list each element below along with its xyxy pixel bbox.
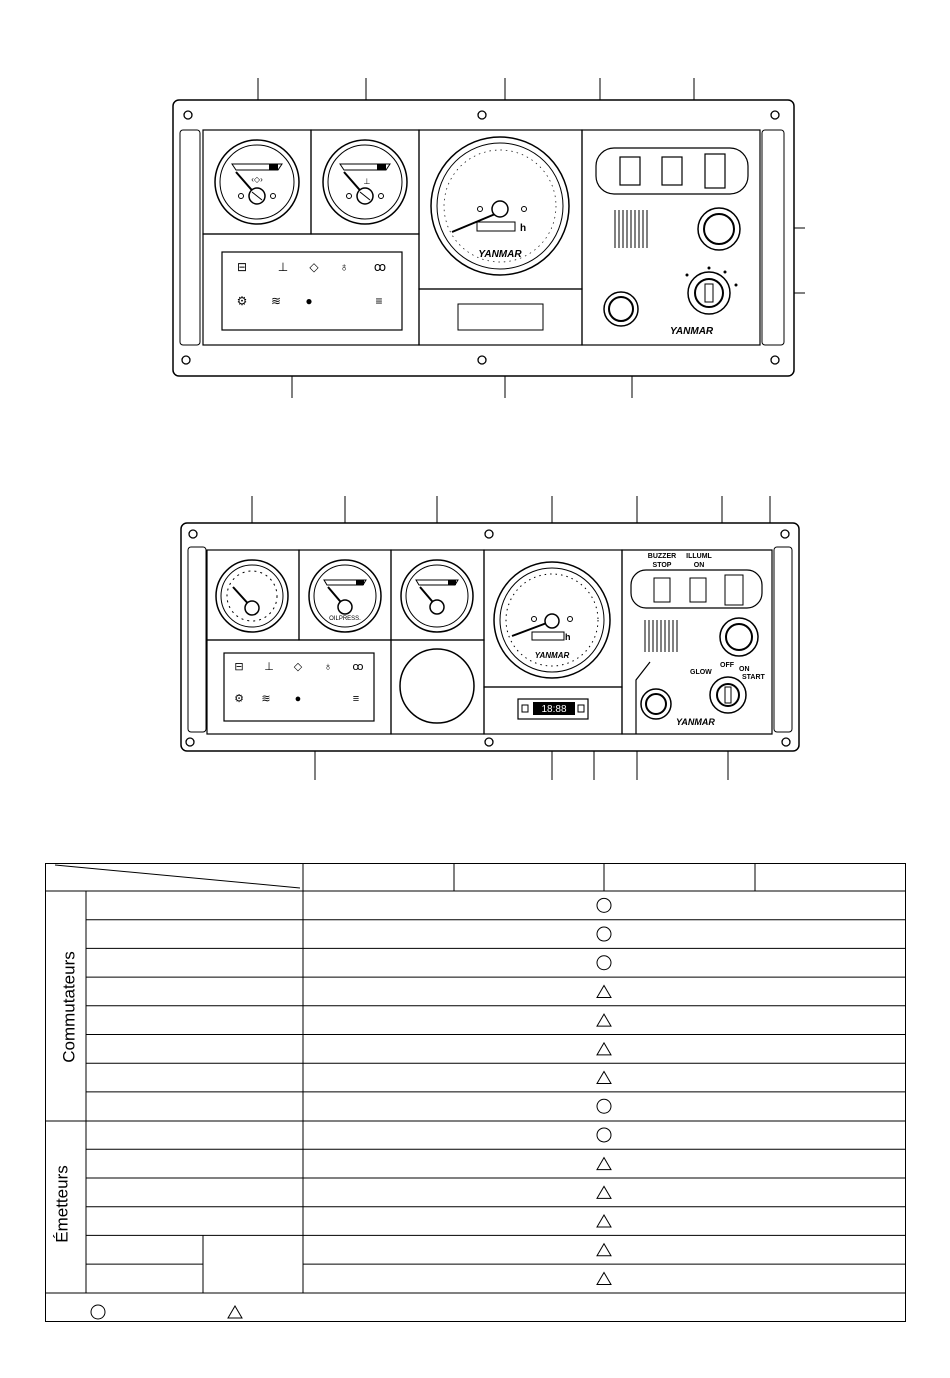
triangle-mark-icon bbox=[597, 1072, 611, 1084]
svg-text:h: h bbox=[520, 223, 527, 234]
svg-text:GLOW: GLOW bbox=[690, 669, 712, 676]
svg-text:OILPRESS.: OILPRESS. bbox=[329, 616, 361, 622]
circle-mark-icon bbox=[597, 1099, 611, 1113]
fuel-filter-icon: ● bbox=[294, 693, 302, 705]
oil-pressure-icon: ◇ bbox=[309, 260, 319, 274]
circle-mark-icon bbox=[597, 1128, 611, 1142]
exhaust-temp-icon: ≡ bbox=[375, 294, 383, 308]
gear-icon: ⚙ bbox=[236, 294, 248, 308]
coolant-temp-icon: ⊥ bbox=[264, 661, 274, 673]
bottom-panel-diagram bbox=[0, 490, 950, 790]
triangle-mark-icon bbox=[597, 1014, 611, 1026]
group-label-switches: Commutateurs bbox=[59, 951, 79, 1063]
svg-text:BUZZER: BUZZER bbox=[647, 553, 677, 560]
fuel-filter-icon: ● bbox=[305, 294, 313, 308]
triangle-mark-icon bbox=[597, 985, 611, 997]
compatibility-table bbox=[45, 863, 906, 1322]
bottom-brand: YANMAR bbox=[676, 717, 715, 727]
battery-icon: ⊟ bbox=[234, 661, 244, 673]
svg-text:⊥: ⊥ bbox=[363, 177, 371, 186]
triangle-mark-icon bbox=[597, 1215, 611, 1227]
circle-mark-icon bbox=[597, 927, 611, 941]
legend-circle-icon bbox=[91, 1305, 105, 1319]
oil-level-icon: ♁ bbox=[339, 260, 349, 274]
svg-text:18:88: 18:88 bbox=[541, 704, 567, 715]
svg-text:h: h bbox=[565, 632, 571, 642]
gear-icon: ⚙ bbox=[234, 693, 244, 705]
svg-text:ON: ON bbox=[693, 562, 705, 569]
legend-triangle-icon bbox=[228, 1306, 242, 1318]
svg-text:ON: ON bbox=[739, 666, 750, 673]
svg-text:START: START bbox=[742, 674, 765, 681]
water-separator-icon: ≋ bbox=[270, 294, 282, 308]
exhaust-temp-icon: ≡ bbox=[352, 693, 360, 705]
top-brand: YANMAR bbox=[670, 326, 714, 337]
svg-text:ILLUML: ILLUML bbox=[686, 553, 712, 560]
svg-text:‹◇›: ‹◇› bbox=[251, 175, 263, 184]
group-label-senders: Émetteurs bbox=[52, 1165, 72, 1243]
triangle-mark-icon bbox=[597, 1043, 611, 1055]
svg-text:OFF: OFF bbox=[720, 662, 734, 669]
triangle-mark-icon bbox=[597, 1272, 611, 1284]
svg-text:YANMAR: YANMAR bbox=[534, 651, 570, 660]
coolant-temp-icon: ⊥ bbox=[277, 260, 289, 274]
glow-plug-icon: ꝏ bbox=[352, 661, 364, 673]
triangle-mark-icon bbox=[597, 1186, 611, 1198]
oil-pressure-icon: ◇ bbox=[293, 661, 303, 673]
glow-plug-icon: ꝏ bbox=[373, 260, 387, 274]
svg-text:YANMAR: YANMAR bbox=[478, 249, 522, 260]
svg-text:STOP: STOP bbox=[652, 562, 672, 569]
water-separator-icon: ≋ bbox=[261, 693, 271, 705]
circle-mark-icon bbox=[597, 956, 611, 970]
oil-level-icon: ♁ bbox=[323, 661, 333, 673]
triangle-mark-icon bbox=[597, 1158, 611, 1170]
triangle-mark-icon bbox=[597, 1244, 611, 1256]
battery-icon: ⊟ bbox=[236, 260, 248, 274]
circle-mark-icon bbox=[597, 898, 611, 912]
top-panel-diagram bbox=[0, 0, 950, 440]
